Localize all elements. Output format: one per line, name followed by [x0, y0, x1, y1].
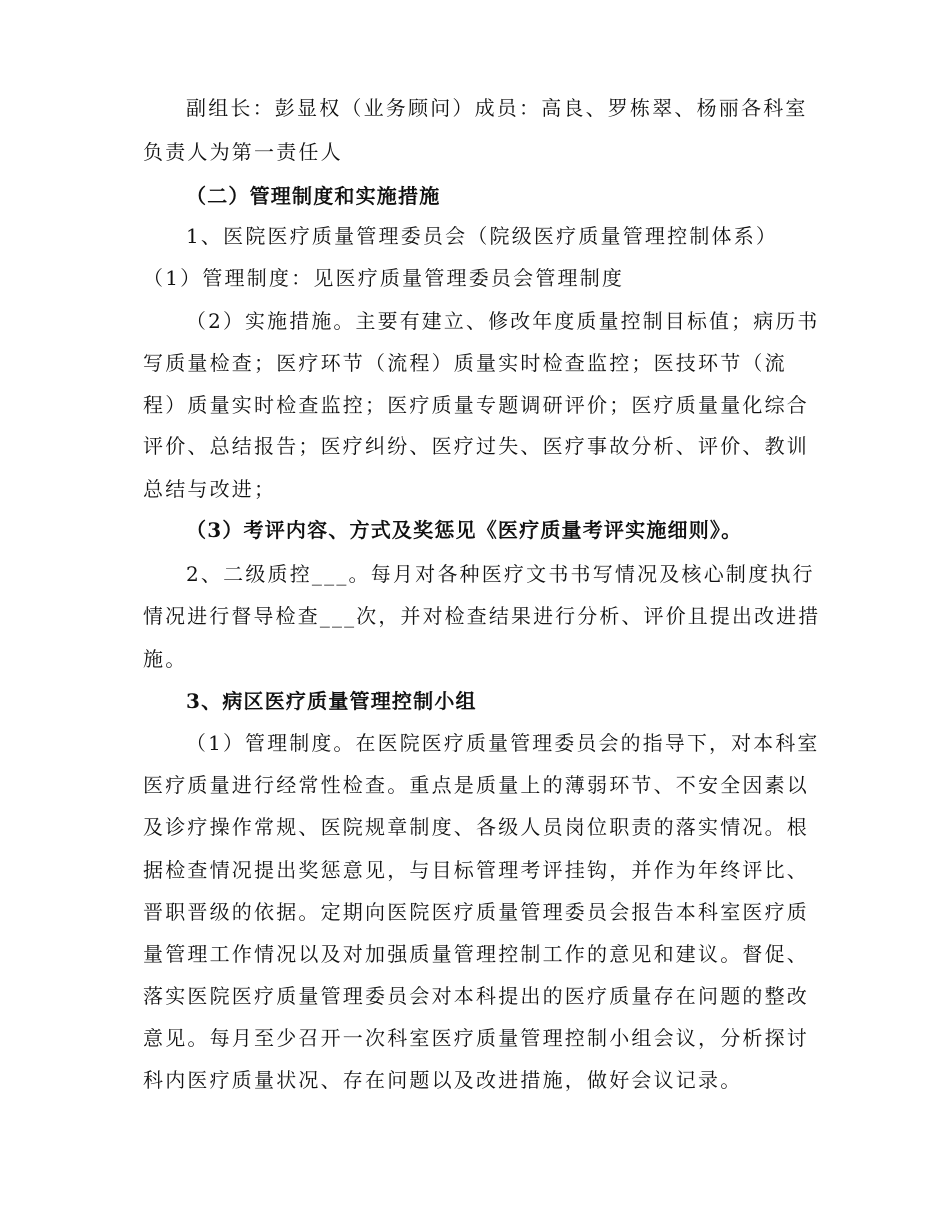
paragraph-line: 意见。每月至少召开一次科室医疗质量管理控制小组会议，分析探讨 [143, 1026, 809, 1050]
paragraph-line: 1、医院医疗质量管理委员会（院级医疗质量管理控制体系） [186, 224, 779, 248]
paragraph-line: （1）管理制度：见医疗质量管理委员会管理制度 [143, 266, 625, 290]
section-heading: 3、病区医疗质量管理控制小组 [186, 689, 477, 713]
paragraph-line: 2、二级质控___。每月对各种医疗文书书写情况及核心制度执行 [186, 562, 815, 586]
paragraph-line: 科内医疗质量状况、存在问题以及改进措施，做好会议记录。 [143, 1068, 743, 1092]
paragraph-line: 施。 [143, 647, 188, 671]
paragraph-line: 写质量检查；医疗环节（流程）质量实时检查监控；医技环节（流 [143, 351, 787, 375]
paragraph-line: （1）管理制度。在医院医疗质量管理委员会的指导下，对本科室 [186, 731, 820, 755]
paragraph-line: 评价、总结报告；医疗纠纷、医疗过失、医疗事故分析、评价、教训 [143, 434, 809, 458]
paragraph-line: 负责人为第一责任人 [143, 140, 343, 164]
paragraph-line: 据检查情况提出奖惩意见，与目标管理考评挂钩，并作为年终评比、 [143, 858, 809, 882]
paragraph-line: 及诊疗操作常规、医院规章制度、各级人员岗位职责的落实情况。根 [143, 815, 809, 839]
paragraph-line: 程）质量实时检查监控；医疗质量专题调研评价；医疗质量量化综合 [143, 393, 809, 417]
paragraph-line: 晋职晋级的依据。定期向医院医疗质量管理委员会报告本科室医疗质 [143, 900, 809, 924]
paragraph-line: 落实医院医疗质量管理委员会对本科提出的医疗质量存在问题的整改 [143, 984, 809, 1008]
paragraph-line: 医疗质量进行经常性检查。重点是质量上的薄弱环节、不安全因素以 [143, 773, 809, 797]
section-heading: （二）管理制度和实施措施 [186, 184, 441, 208]
paragraph-line: 副组长：彭显权（业务顾问）成员：高良、罗栋翠、杨丽各科室 [186, 96, 808, 120]
paragraph-line: 量管理工作情况以及对加强质量管理控制工作的意见和建议。督促、 [143, 942, 809, 966]
paragraph-line: 总结与改进； [143, 477, 277, 501]
paragraph-line: （2）实施措施。主要有建立、修改年度质量控制目标值；病历书 [186, 309, 820, 333]
paragraph-line: 情况进行督导检查___次，并对检查结果进行分析、评价且提出改进措 [143, 604, 821, 628]
section-heading: （3）考评内容、方式及奖惩见《医疗质量考评实施细则》。 [186, 518, 743, 542]
